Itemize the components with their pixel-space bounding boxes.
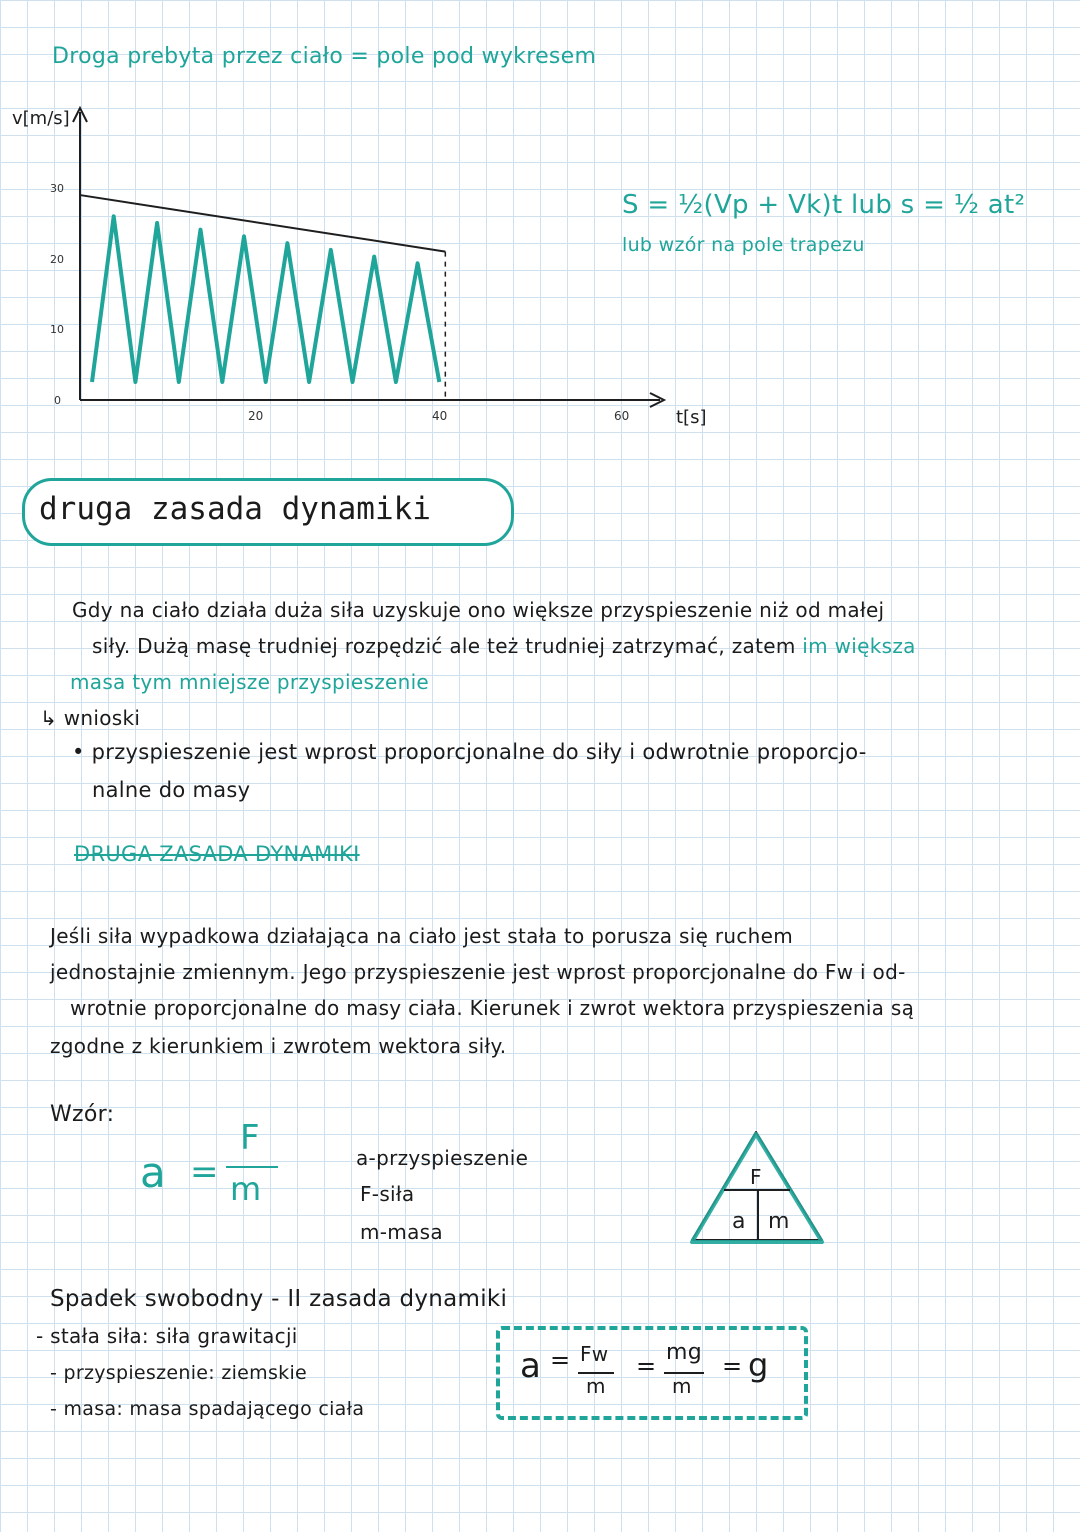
formula-triangle <box>688 1128 828 1248</box>
formula-eq: = <box>190 1152 219 1192</box>
triangle-top: F <box>750 1165 762 1189</box>
ff-eq2: = <box>636 1352 657 1380</box>
crossed-heading: DRUGA ZASADA DYNAMIKI <box>74 842 360 866</box>
ff-result: g <box>748 1346 769 1384</box>
ff-frac2-den: m <box>672 1374 692 1398</box>
section-title-bubble <box>22 478 514 546</box>
top-note: Droga prebyta przez ciało = pole pod wykresem <box>52 44 597 69</box>
triangle-left: a <box>732 1209 746 1234</box>
law-line-1: Jeśli siła wypadkowa działająca na ciało jest stała to porusza się ruchem <box>50 924 794 948</box>
triangle-right: m <box>768 1209 790 1234</box>
formula-numerator: F <box>240 1118 260 1158</box>
arrow-icon: ↳ <box>40 706 64 730</box>
legend-a: a-przyspieszenie <box>356 1146 529 1170</box>
ff-frac1-num: Fw <box>580 1342 609 1366</box>
y-tick-label: 0 <box>54 394 61 407</box>
law-line-2: jednostajnie zmiennym. Jego przyspieszenie jest wprost proporcjonalne do Fw i od- <box>50 960 906 984</box>
free-fall-item: - masa: masa spadającego ciała <box>50 1398 365 1420</box>
x-axis-label: t[s] <box>676 407 707 428</box>
law-line-3: wrotnie proporcjonalne do masy ciała. Kierunek i zwrot wektora przyspieszenia są <box>70 996 915 1020</box>
intro-line-1: Gdy na ciało działa duża siła uzyskuje ono większe przyspieszenie niż od małej <box>72 598 885 622</box>
intro-line-2-text: siły. Dużą masę trudniej rozpędzić ale też trudniej zatrzymać, zatem <box>92 634 796 658</box>
x-tick-label: 20 <box>248 409 264 423</box>
formula-fraction-bar <box>226 1166 278 1168</box>
formula-denominator: m <box>230 1170 262 1208</box>
x-tick-label: 60 <box>614 409 630 423</box>
ff-eq3: = <box>722 1352 743 1380</box>
y-tick-label: 20 <box>50 253 64 266</box>
intro-line-2 <box>92 628 916 664</box>
conclusion-bullet-1-text: przyspieszenie jest wprost proporcjonalne do siły i odwrotnie proporcjo- <box>91 740 867 764</box>
trapezoid-note: lub wzór na pole trapezu <box>622 234 865 256</box>
conclusion-bullet-1 <box>72 740 867 764</box>
y-axis-label: v[m/s] <box>12 108 70 129</box>
section-title: druga zasada dynamiki <box>39 491 431 527</box>
formula-a: a <box>140 1148 167 1197</box>
velocity-chart <box>0 0 1080 440</box>
intro-line-3: masa tym mniejsze przyspieszenie <box>70 670 430 694</box>
y-tick-label: 10 <box>50 323 64 336</box>
intro-line-2-teal: im większa <box>802 634 916 658</box>
ff-eq: = <box>550 1346 571 1374</box>
distance-formula: S = ½(Vp + Vk)t lub s = ½ at² <box>622 190 1026 220</box>
legend-m: m-masa <box>360 1220 443 1244</box>
legend-f: F-siła <box>360 1182 415 1206</box>
ff-frac1-den: m <box>586 1374 606 1398</box>
conclusion-bullet-2: nalne do masy <box>92 778 251 802</box>
free-fall-item: - stała siła: siła grawitacji <box>36 1324 298 1348</box>
formula-label: Wzór: <box>50 1102 115 1127</box>
free-fall-title: Spadek swobodny - II zasada dynamiki <box>50 1286 508 1312</box>
law-line-4: zgodne z kierunkiem i zwrotem wektora siły. <box>50 1034 507 1058</box>
velocity-series-line <box>80 195 445 252</box>
ff-a: a <box>520 1346 542 1386</box>
conclusions-label <box>40 706 140 730</box>
area-shading-zigzag <box>92 216 439 382</box>
bullet-icon: • <box>72 740 92 764</box>
ff-frac2-num: mg <box>666 1340 702 1365</box>
free-fall-item: - przyspieszenie: ziemskie <box>50 1362 308 1384</box>
conclusions-label-text: wnioski <box>63 706 141 730</box>
y-tick-label: 30 <box>50 182 64 195</box>
x-tick-label: 40 <box>432 409 448 423</box>
